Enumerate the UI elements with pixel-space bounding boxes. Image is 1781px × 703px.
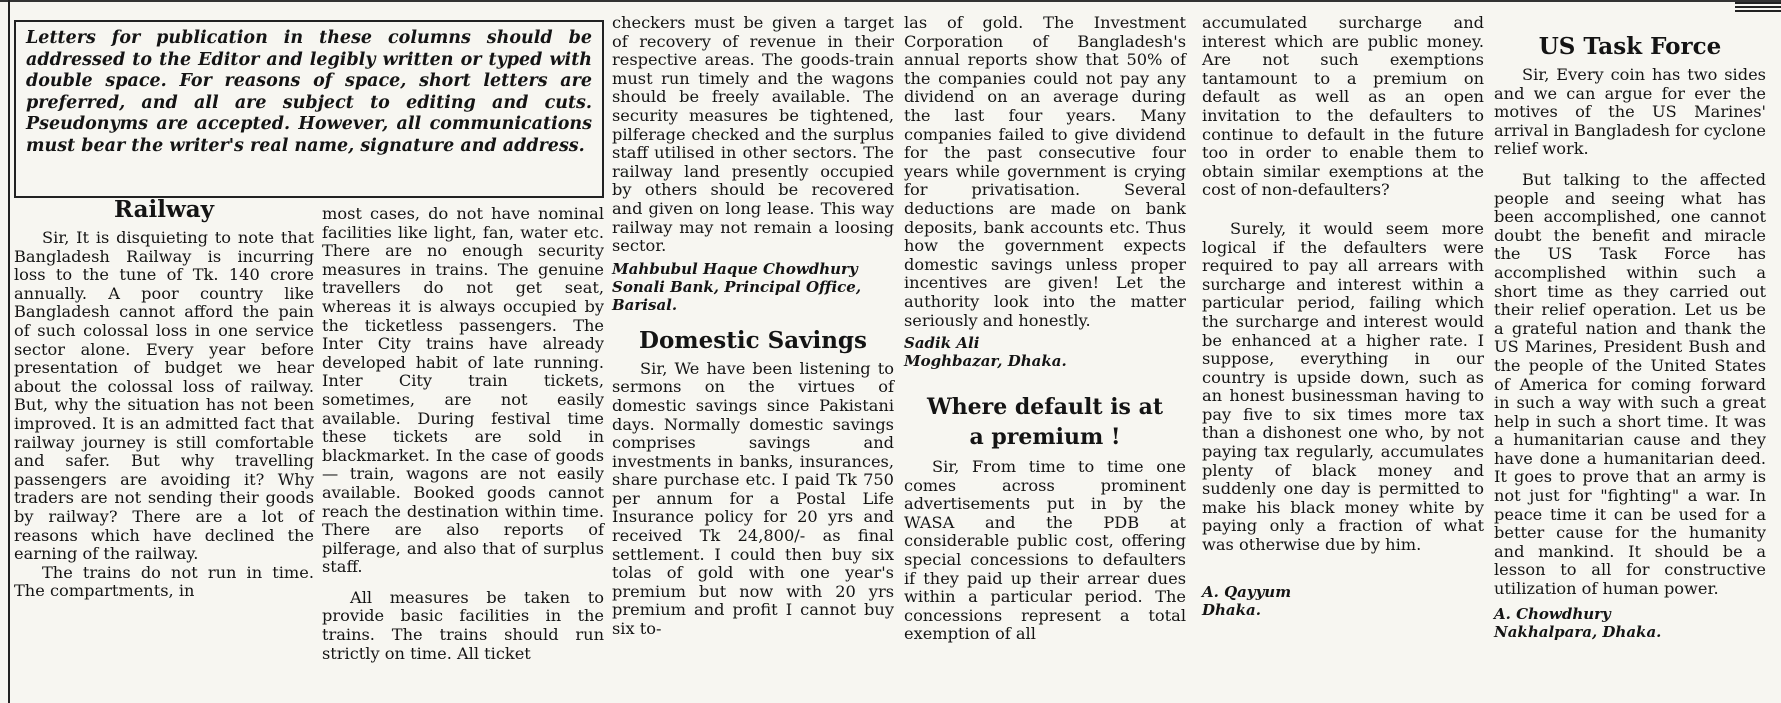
us-task-force-signature <box>1494 605 1766 641</box>
paragraph: Surely, it would seem more logical if the defaulters were required to pay all arrears with surcharge and interest within a particular period, failing which the surcharge and interest would be enhanced at a higher rate. I suppose, everything in our country is upside down, such as an honest businessman having to pay five to six times more tax than a dishonest one who, by not paying tax regularly, accumulates plenty of black money and suddenly one day is permitted to make his black money white by paying only a fraction of what was otherwise due by him. <box>1202 218 1484 555</box>
paragraph: Sir, We have been listening to sermons on the virtues of domestic savings since Pakistani days. Normally domestic savings comprises savings and investments in banks, insurances, share purchase etc. I paid Tk 750 per annum for a Postal Life Insurance policy for 20 yrs and received Tk 24,800/- as final settlement. I could then buy six tolas of gold with one year's premium but now with 20 yrs premium and profit I cannot buy six to- <box>612 358 894 639</box>
paragraph: most cases, do not have nominal facilities like light, fan, water etc. There are no enough security measures in trains. The genuine travellers do not get seat, whereas it is always occupied by the ticketless passengers. The Inter City trains have already developed habit of late running. Inter City train tickets, sometimes, are not easily available. During festival time these tickets are sold in blackmarket. In the case of goods— train, wagons are not easily available. Booked goods cannot reach the destination within time. There are also reports of pilferage, and also that of surplus staff. <box>322 204 604 577</box>
paragraph: The trains do not run in time. The compartments, in <box>14 562 314 601</box>
signature-name: Mahbubul Haque Chowdhury <box>612 259 858 278</box>
column-3 <box>612 14 894 639</box>
signature-name: A. Chowdhury <box>1494 604 1611 623</box>
signature-line: Sonali Bank, Principal Office, <box>612 277 862 296</box>
us-task-force-heading: US Task Force <box>1538 33 1722 60</box>
paragraph: Sir, It is disquieting to note that Bangladesh Railway is incurring loss to the tune of Tk. 140 crore annually. A poor country like Bangladesh cannot afford the pain of such colossal loss in one service sector alone. Every year before presentation of budget we hear about the colossal loss of railway. But, why the situation has not been improved. It is an admitted fact that railway journey is still comfortable and safer. But why travelling passengers are avoiding it? Why traders are not sending their goods by railway? There are a lot of reasons which have declined the earning of the railway. <box>14 228 314 564</box>
default-signature <box>1202 583 1484 619</box>
column-4 <box>904 14 1186 644</box>
domestic-savings-heading: Domestic Savings <box>639 326 867 354</box>
top-rule <box>0 0 1781 2</box>
signature-name: Sadik Ali <box>904 334 980 353</box>
column-5 <box>1202 14 1484 619</box>
paragraph: las of gold. The Investment Corporation of Bangladesh's annual reports show that 50% of the companies could not pay any dividend on an average during the last four years. Many companies failed to give dividend for the past consecutive four years while government is crying for privatisation. Several deductions are made on bank deposits, bank accounts etc. Thus how the government expects domestic savings unless proper incentives are given! Let the authority look into the matter seriously and honestly. <box>904 13 1186 330</box>
left-column-rule <box>8 0 10 703</box>
signature-line: Moghbazar, Dhaka. <box>904 352 1067 371</box>
paragraph: checkers must be given a target of recovery of revenue in their respective areas. The goods-train must run timely and the wagons should be freely available. The security measures be tightened, pilferage checked and the surplus staff utilised in other sectors. The railway land presently occupied by others should be recovered and given on long lease. This way railway may not remain a loosing sector. <box>612 13 894 256</box>
column-1 <box>14 196 314 601</box>
paragraph: But talking to the affected people and seeing what has been accomplished, one cannot doubt the benefit and miracle the US Task Force has accomplished within such a short time as they carried out their relief operation. Let us be a grateful nation and thank the US Marines, President Bush and the people of the United States of America for coming forward in such a way with such a great help in such a short time. It was a humanitarian cause and they have done a humanitarian deed. It goes to prove that an army is not just for "fighting" a war. In peace time it can be used for a better cause for the humanity and mankind. It should be a lesson to all for constructive utilization of human power. <box>1494 169 1766 599</box>
signature-line: Dhaka. <box>1202 600 1261 619</box>
railway-signature <box>612 260 894 314</box>
column-2 <box>322 205 604 663</box>
column-6 <box>1494 34 1766 641</box>
signature-line: Nakhalpara, Dhaka. <box>1494 622 1662 641</box>
railway-heading: Railway <box>113 196 215 223</box>
default-heading: Where default is at a premium ! <box>926 394 1164 451</box>
paragraph: accumulated surcharge and interest which are public money. Are not such exemptions tantamount to a premium on default as well as an open invitation to the defaulters to continue to default in the future too in order to enable them to obtain similar exemptions at the cost of non-defaulters? <box>1202 13 1484 200</box>
editor-notice: Letters for publication in these columns should be addressed to the Editor and legibly written or typed with double space. For reasons of space, short letters are preferred, and all are subject to editing and cuts. Pseudonyms are accepted. However, all communications must bear the writer's real name, signature and address. <box>14 20 604 198</box>
signature-name: A. Qayyum <box>1202 582 1292 601</box>
signature-line: Barisal. <box>612 295 678 314</box>
paragraph: Sir, Every coin has two sides and we can argue for ever the motives of the US Marines' arrival in Bangladesh for cyclone relief work. <box>1494 65 1766 159</box>
paragraph: Sir, From time to time one comes across prominent advertisements put in by the WASA and the PDB at considerable public cost, offering special concessions to defaulters if they paid up their arrear dues within a particular period. The concessions represent a total exemption of all <box>904 457 1186 644</box>
paragraph: All measures be taken to provide basic facilities in the trains. The trains should run strictly on time. All ticket <box>322 587 604 663</box>
domestic-signature <box>904 334 1186 370</box>
decorative-rules <box>1735 2 1781 14</box>
